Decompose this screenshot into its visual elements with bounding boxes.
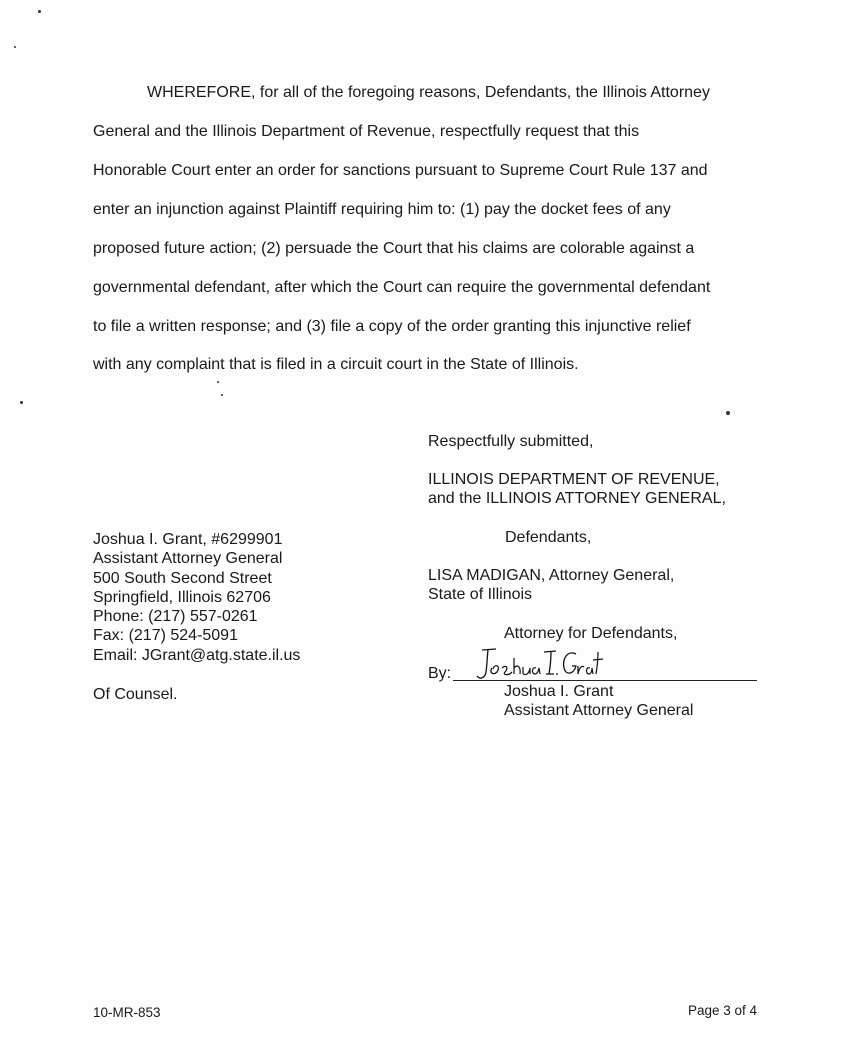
by-label: By:	[428, 665, 452, 682]
contact-line: 500 South Second Street	[93, 569, 272, 587]
paragraph-line: Honorable Court enter an order for sanctions pursuant to Supreme Court Rule 137 and	[93, 162, 708, 179]
parties-line: and the ILLINOIS ATTORNEY GENERAL,	[428, 490, 726, 508]
parties-block	[428, 470, 726, 509]
counsel-block	[428, 566, 674, 605]
case-number: 10-MR-853	[93, 1005, 161, 1020]
contact-line: Springfield, Illinois 62706	[93, 588, 271, 606]
signer-block	[504, 682, 693, 721]
signature-line	[453, 680, 757, 681]
counsel-line: State of Illinois	[428, 586, 533, 604]
counsel-line: LISA MADIGAN, Attorney General,	[428, 567, 675, 584]
paragraph-line: enter an injunction against Plaintiff requiring him to: (1) pay the docket fees of any	[93, 201, 671, 218]
attorney-for-label: Attorney for Defendants,	[504, 625, 678, 642]
paragraph-line: proposed future action; (2) persuade the Court that his claims are colorable against a	[93, 240, 695, 257]
of-counsel-label: Of Counsel.	[93, 686, 178, 703]
parties-line: ILLINOIS DEPARTMENT OF REVENUE,	[428, 471, 720, 488]
page-number: Page 3 of 4	[688, 1003, 758, 1018]
paragraph-line: WHEREFORE, for all of the foregoing reasons, Defendants, the Illinois Attorney	[147, 84, 710, 101]
closing-text: Respectfully submitted,	[428, 433, 594, 450]
signer-title: Assistant Attorney General	[504, 702, 694, 720]
paragraph-line: to file a written response; and (3) file a copy of the order granting this injunctive relief	[93, 318, 691, 335]
scan-speck	[217, 381, 219, 383]
scan-speck	[38, 10, 41, 13]
paragraph-line: governmental defendant, after which the Court can require the governmental defendant	[93, 279, 711, 296]
scan-speck	[20, 401, 23, 404]
paragraph-line: with any complaint that is filed in a circuit court in the State of Illinois.	[93, 356, 579, 373]
scan-speck	[221, 394, 223, 396]
scan-speck	[726, 411, 730, 415]
paragraph-line: General and the Illinois Department of Revenue, respectfully request that this	[93, 123, 640, 140]
defendants-label: Defendants,	[505, 529, 592, 546]
contact-line: Phone: (217) 557-0261	[93, 608, 258, 626]
contact-line: Assistant Attorney General	[93, 550, 283, 568]
contact-line: Joshua I. Grant, #6299901	[93, 531, 283, 548]
signer-name: Joshua I. Grant	[504, 683, 614, 700]
scan-speck	[14, 46, 16, 48]
contact-block	[93, 530, 300, 665]
contact-line: Fax: (217) 524-5091	[93, 627, 238, 645]
contact-email: Email: JGrant@atg.state.il.us	[93, 646, 301, 664]
